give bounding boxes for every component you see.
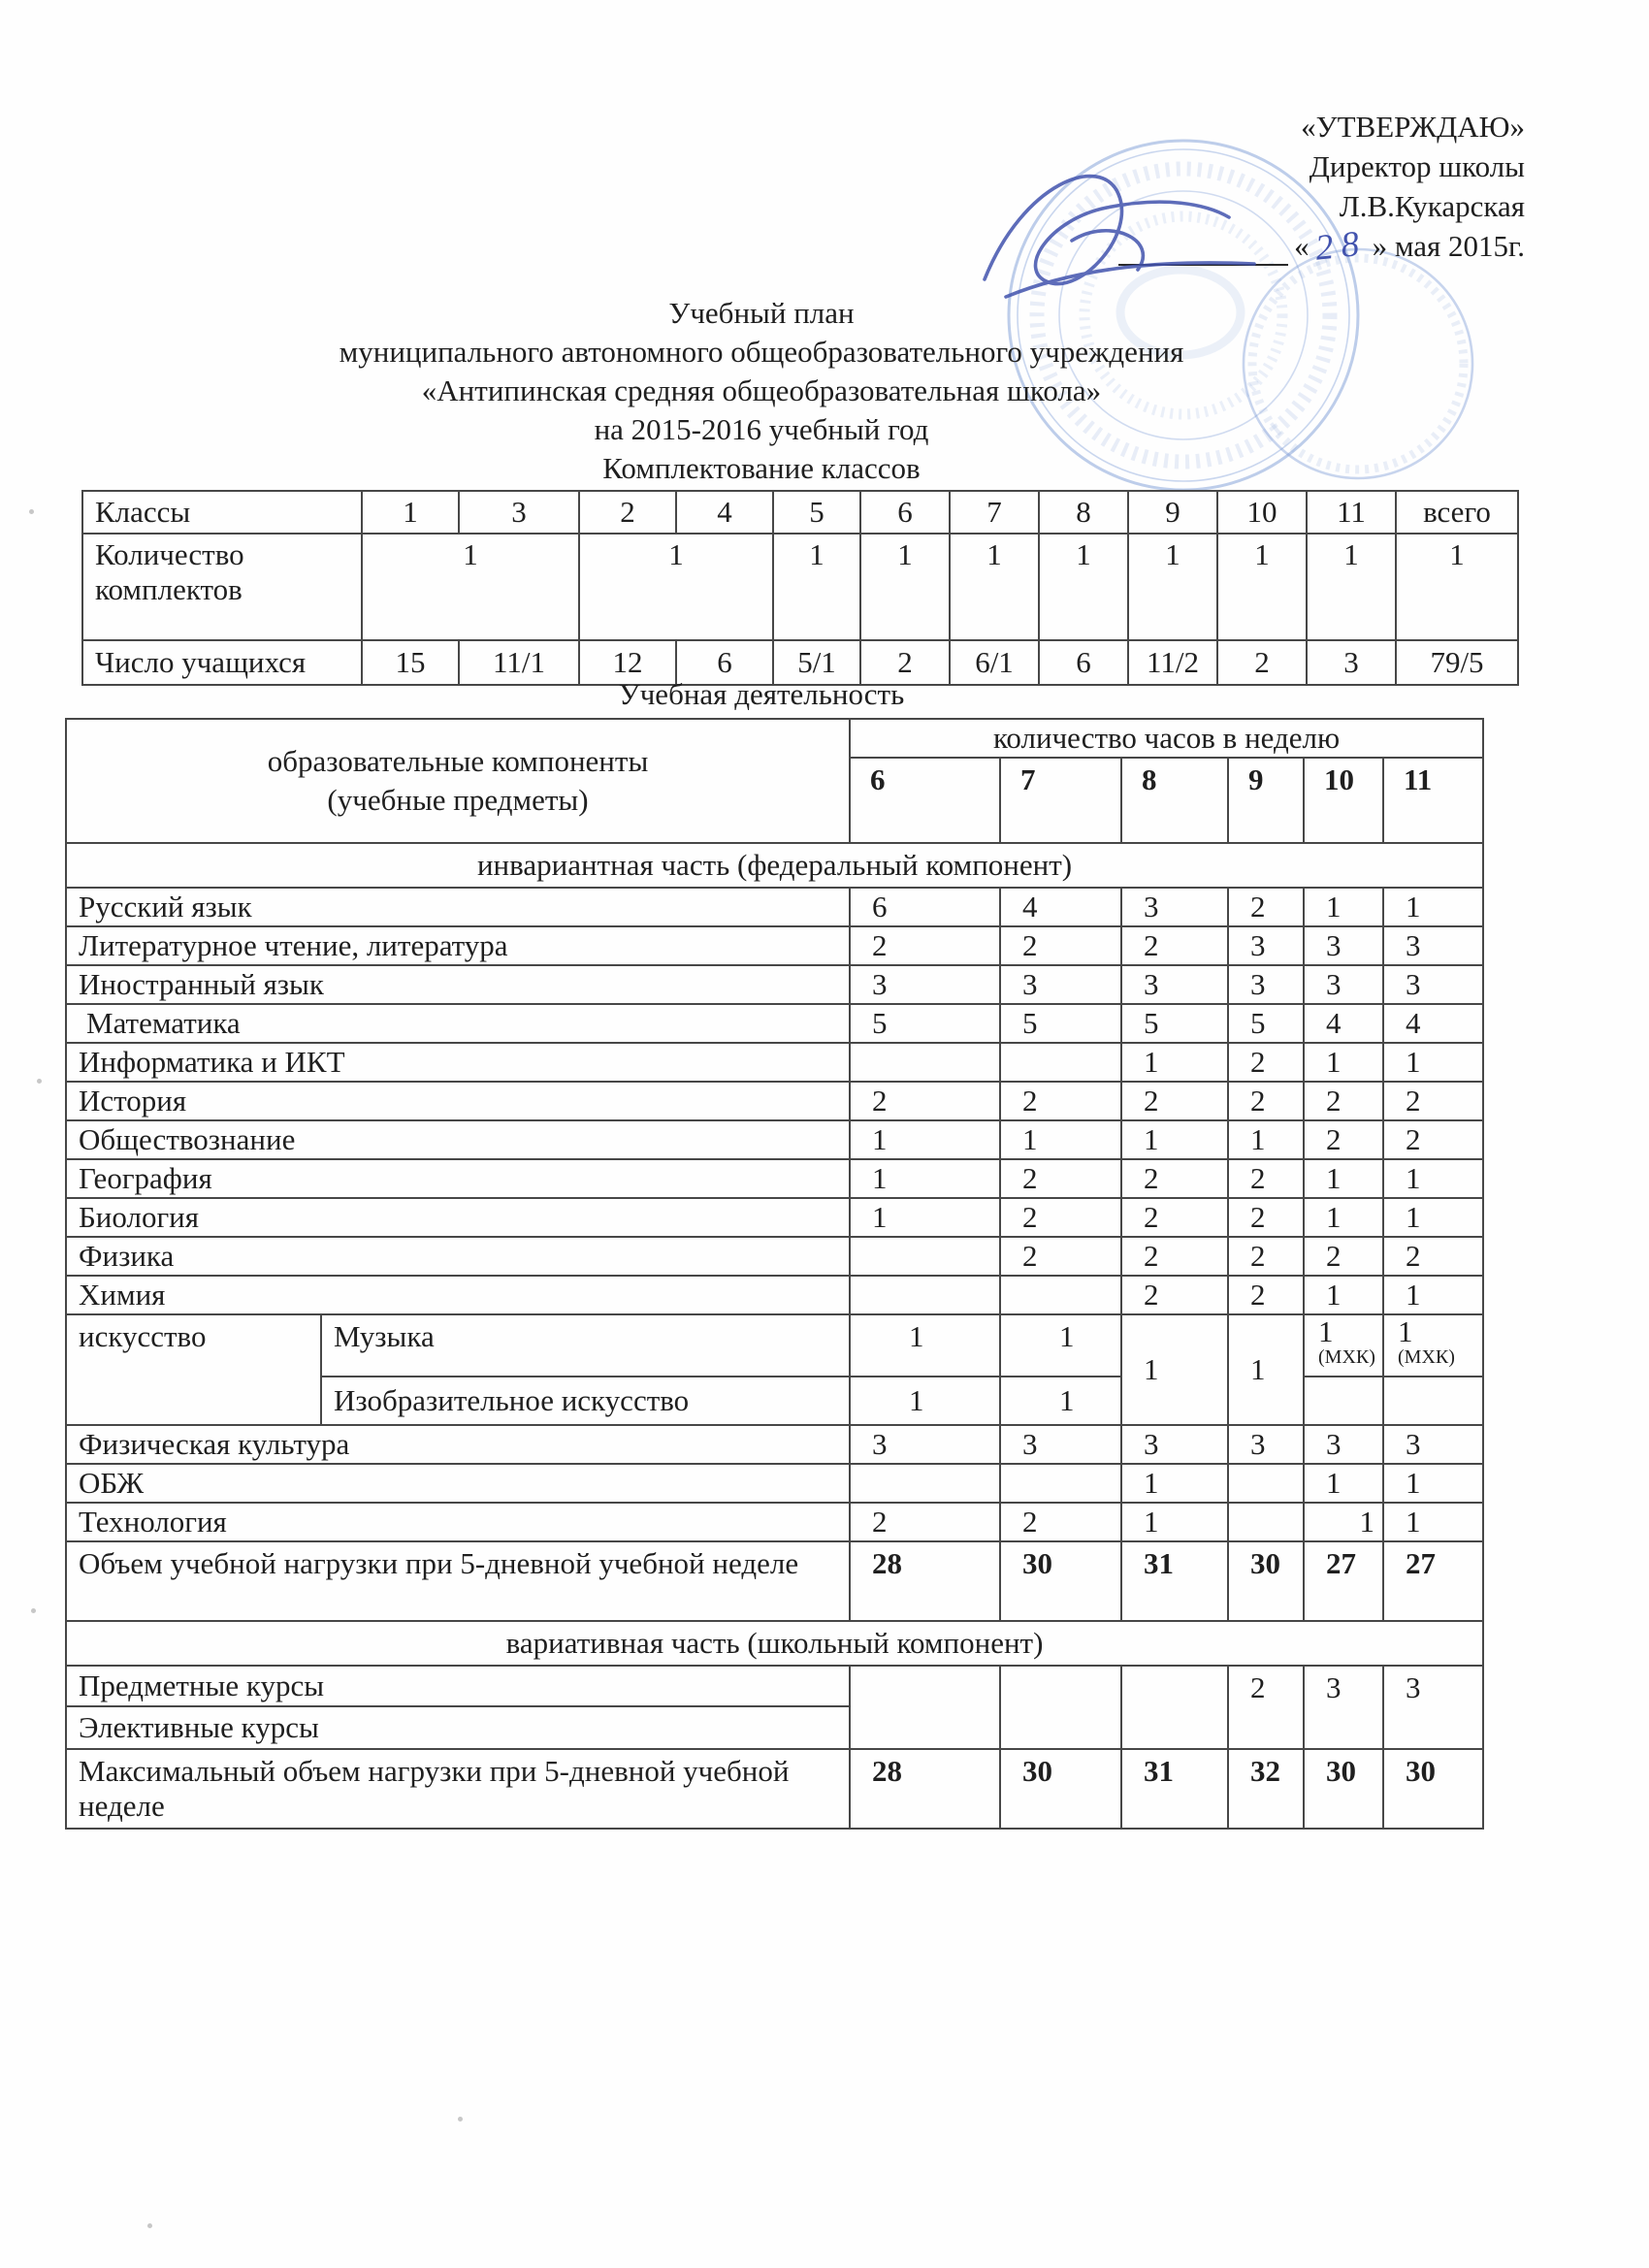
approval-date-line xyxy=(1118,223,1525,269)
hours-cell: 2 xyxy=(1228,1276,1304,1314)
title-line-3: «Антипинская средняя общеобразовательная школа» xyxy=(421,373,1102,407)
art-group-label: искусство xyxy=(66,1314,321,1425)
hours-cell: 3 xyxy=(1121,965,1228,1004)
hours-cell xyxy=(1228,1464,1304,1503)
subject-row xyxy=(66,1198,1483,1237)
date-text: » мая 2015г. xyxy=(1372,229,1525,263)
max-load-cell: 31 xyxy=(1121,1749,1228,1829)
variative-section-row xyxy=(66,1621,1483,1666)
students-cell: 2 xyxy=(860,640,950,685)
class-col: 1 xyxy=(362,491,459,534)
components-header xyxy=(66,719,850,843)
subject-row xyxy=(66,1120,1483,1159)
students-cell: 3 xyxy=(1307,640,1396,685)
predmet-kursy-label: Предметные курсы xyxy=(66,1666,850,1706)
max-load-cell: 30 xyxy=(1000,1749,1121,1829)
hours-cell: 1 xyxy=(1304,1276,1383,1314)
hours-cell: 1 xyxy=(1000,1377,1121,1425)
complects-merged-cell: 1 xyxy=(579,534,773,640)
scan-speck xyxy=(147,2223,152,2228)
activity-header-row-1 xyxy=(66,719,1483,758)
load-cell: 30 xyxy=(1228,1541,1304,1621)
hours-cell: 1 xyxy=(850,1120,1000,1159)
hours-cell: 1 xyxy=(1304,1159,1383,1198)
hours-cell: 3 xyxy=(1000,965,1121,1004)
hours-cell: 2 xyxy=(850,1503,1000,1541)
hours-cell: 1 xyxy=(1383,888,1483,926)
signature-line xyxy=(1118,235,1288,266)
subject-row xyxy=(66,1159,1483,1198)
hours-cell: 2 xyxy=(1121,926,1228,965)
max-load-cell: 28 xyxy=(850,1749,1000,1829)
hours-cell: 2 xyxy=(1121,1198,1228,1237)
hours-cell: 2 xyxy=(1000,1159,1121,1198)
complects-cell: 1 xyxy=(950,534,1039,640)
hours-cell: 1 xyxy=(1121,1503,1228,1541)
class-col: 8 xyxy=(1039,491,1128,534)
hours-cell: 1 xyxy=(1383,1043,1483,1082)
hours-cell: 1 xyxy=(850,1198,1000,1237)
hours-cell: 3 xyxy=(1304,926,1383,965)
date-open-quote: « xyxy=(1294,229,1310,263)
hours-cell: 4 xyxy=(1304,1004,1383,1043)
subject-name: Математика xyxy=(66,1004,850,1043)
hours-cell: 1 xyxy=(850,1159,1000,1198)
mhk-note: (МХК) xyxy=(1318,1346,1375,1368)
classes-header-row xyxy=(82,491,1518,534)
hours-cell-merged: 1 xyxy=(1121,1314,1228,1425)
hours-cell: 1 xyxy=(1304,1464,1383,1503)
hours-cell: 1 xyxy=(1000,1120,1121,1159)
hours-cell: 2 xyxy=(1228,1082,1304,1120)
hours-cell: 5 xyxy=(1228,1004,1304,1043)
hours-cell: 2 xyxy=(1121,1159,1228,1198)
hours-cell: 4 xyxy=(1383,1004,1483,1043)
load-cell: 27 xyxy=(1383,1541,1483,1621)
class-col: 2 xyxy=(579,491,676,534)
subject-name: История xyxy=(66,1082,850,1120)
hours-cell: 2 xyxy=(1121,1082,1228,1120)
students-cell: 15 xyxy=(362,640,459,685)
hours-cell: 6 xyxy=(850,888,1000,926)
approval-title: «УТВЕРЖДАЮ» xyxy=(1301,110,1525,144)
students-cell: 6 xyxy=(1039,640,1128,685)
hours-cell: 2 xyxy=(1000,1082,1121,1120)
students-cell-total: 79/5 xyxy=(1396,640,1518,685)
hours-cell: 1 xyxy=(1304,1198,1383,1237)
hours-cell-mhk xyxy=(1304,1314,1383,1377)
grade-col: 6 xyxy=(850,758,1000,843)
classes-table-caption: Комплектование классов xyxy=(602,451,921,485)
hours-cell: 3 xyxy=(1000,1425,1121,1464)
class-col-total: всего xyxy=(1396,491,1518,534)
activity-table xyxy=(65,718,1484,1830)
hours-cell: 2 xyxy=(1000,1198,1121,1237)
subject-name: Иностранный язык xyxy=(66,965,850,1004)
approval-director-name: Л.В.Кукарская xyxy=(1339,189,1525,223)
hours-cell: 2 xyxy=(850,1082,1000,1120)
hours-cell: 1 xyxy=(1304,1043,1383,1082)
approval-role: Директор школы xyxy=(1309,149,1525,183)
complects-cell: 1 xyxy=(1307,534,1396,640)
hours-cell: 3 xyxy=(1228,965,1304,1004)
complects-cell: 1 xyxy=(1039,534,1128,640)
hours-cell: 2 xyxy=(1228,888,1304,926)
scan-speck xyxy=(37,1079,42,1084)
subject-name: Русский язык xyxy=(66,888,850,926)
hours-cell: 2 xyxy=(1383,1237,1483,1276)
grade-col: 7 xyxy=(1000,758,1121,843)
classes-header-label: Классы xyxy=(82,491,362,534)
hours-cell: 2 xyxy=(850,926,1000,965)
hours-cell: 2 xyxy=(1000,1237,1121,1276)
hours-cell: 1 xyxy=(1383,1503,1483,1541)
predmet-kursy-row xyxy=(66,1666,1483,1706)
kursy-cell: 3 xyxy=(1304,1666,1383,1749)
scan-speck xyxy=(29,509,34,514)
hours-cell: 2 xyxy=(1304,1120,1383,1159)
complects-row xyxy=(82,534,1518,640)
load-cell: 30 xyxy=(1000,1541,1121,1621)
complects-cell: 1 xyxy=(1396,534,1518,640)
hours-cell: 2 xyxy=(1228,1159,1304,1198)
subject-name: Химия xyxy=(66,1276,850,1314)
max-load-label: Максимальный объем нагрузки при 5-дневной учебной неделе xyxy=(66,1749,850,1829)
approval-block xyxy=(1118,107,1525,269)
hours-cell: 1 xyxy=(850,1314,1000,1377)
grade-col: 9 xyxy=(1228,758,1304,843)
hours-cell: 2 xyxy=(1121,1237,1228,1276)
subject-name: Технология xyxy=(66,1503,850,1541)
subject-row xyxy=(66,1043,1483,1082)
subject-name: Физика xyxy=(66,1237,850,1276)
hours-cell: 2 xyxy=(1304,1082,1383,1120)
subject-row xyxy=(66,1004,1483,1043)
students-cell: 12 xyxy=(579,640,676,685)
subject-row xyxy=(66,888,1483,926)
hours-cell xyxy=(1228,1503,1304,1541)
hours-cell-mhk xyxy=(1383,1314,1483,1377)
hours-per-week-header: количество часов в неделю xyxy=(850,719,1483,758)
classes-table xyxy=(81,490,1519,686)
subject-row xyxy=(66,1464,1483,1503)
subject-row xyxy=(66,1082,1483,1120)
grade-col: 10 xyxy=(1304,758,1383,843)
scan-speck xyxy=(458,2117,463,2122)
subject-name: Изобразительное искусство xyxy=(321,1377,850,1425)
hours-cell: 3 xyxy=(850,1425,1000,1464)
components-header-line2: (учебные предметы) xyxy=(327,783,589,817)
max-load-cell: 30 xyxy=(1304,1749,1383,1829)
load-cell: 31 xyxy=(1121,1541,1228,1621)
hours-cell: 2 xyxy=(1228,1043,1304,1082)
invariant-section-label: инвариантная часть (федеральный компонент) xyxy=(66,843,1483,888)
hours-cell: 2 xyxy=(1228,1237,1304,1276)
hours-cell: 1 xyxy=(1383,1464,1483,1503)
subject-name: ОБЖ xyxy=(66,1464,850,1503)
hours-cell: 2 xyxy=(1000,926,1121,965)
hours-cell: 3 xyxy=(1383,926,1483,965)
subject-name: Информатика и ИКТ xyxy=(66,1043,850,1082)
art-music-row xyxy=(66,1314,1483,1377)
class-col: 11 xyxy=(1307,491,1396,534)
class-col: 9 xyxy=(1128,491,1217,534)
complects-merged-cell: 1 xyxy=(362,534,579,640)
hours-cell: 1 xyxy=(1121,1120,1228,1159)
hours-cell xyxy=(850,1464,1000,1503)
hours-cell: 5 xyxy=(850,1004,1000,1043)
students-cell: 11/1 xyxy=(459,640,579,685)
hours-cell: 1 xyxy=(1304,888,1383,926)
class-col: 6 xyxy=(860,491,950,534)
hours-cell: 3 xyxy=(1228,1425,1304,1464)
students-cell: 11/2 xyxy=(1128,640,1217,685)
class-col: 10 xyxy=(1217,491,1307,534)
subject-row xyxy=(66,1503,1483,1541)
grade-col: 8 xyxy=(1121,758,1228,843)
subject-name: Биология xyxy=(66,1198,850,1237)
weekly-load-label: Объем учебной нагрузки при 5-дневной учебной неделе xyxy=(66,1541,850,1621)
hours-cell-empty xyxy=(1304,1377,1383,1425)
grade-col: 11 xyxy=(1383,758,1483,843)
title-line-2: муниципального автономного общеобразовательного учреждения xyxy=(339,335,1184,369)
subject-row xyxy=(66,1237,1483,1276)
complects-cell: 1 xyxy=(773,534,860,640)
invariant-section-row xyxy=(66,843,1483,888)
mhk-value: 1 xyxy=(1318,1314,1334,1348)
class-col: 7 xyxy=(950,491,1039,534)
max-load-cell: 30 xyxy=(1383,1749,1483,1829)
students-cell: 2 xyxy=(1217,640,1307,685)
students-label: Число учащихся xyxy=(82,640,362,685)
complects-cell: 1 xyxy=(1128,534,1217,640)
weekly-load-row xyxy=(66,1541,1483,1621)
title-line-1: Учебный план xyxy=(668,296,855,330)
hours-cell: 3 xyxy=(1304,1425,1383,1464)
hours-cell: 3 xyxy=(1228,926,1304,965)
hours-cell: 1 xyxy=(1228,1120,1304,1159)
hours-cell xyxy=(850,1276,1000,1314)
hours-cell: 1 xyxy=(1383,1198,1483,1237)
hours-cell: 1 xyxy=(1383,1159,1483,1198)
activity-table-caption: Учебная деятельность xyxy=(618,677,905,711)
hours-cell-empty xyxy=(1383,1377,1483,1425)
students-cell: 5/1 xyxy=(773,640,860,685)
students-cell: 6/1 xyxy=(950,640,1039,685)
kursy-cell xyxy=(1000,1666,1121,1749)
load-cell: 28 xyxy=(850,1541,1000,1621)
subject-row xyxy=(66,926,1483,965)
hours-cell: 3 xyxy=(1304,965,1383,1004)
document-title xyxy=(58,294,1465,488)
complects-cell: 1 xyxy=(1217,534,1307,640)
hours-cell: 1 xyxy=(850,1377,1000,1425)
subject-row xyxy=(66,965,1483,1004)
hours-cell: 3 xyxy=(850,965,1000,1004)
kursy-cell xyxy=(1121,1666,1228,1749)
hours-cell xyxy=(1000,1464,1121,1503)
hours-cell: 1 xyxy=(1000,1314,1121,1377)
hours-cell: 1 xyxy=(1383,1276,1483,1314)
hours-cell: 3 xyxy=(1121,1425,1228,1464)
class-col: 4 xyxy=(676,491,773,534)
max-load-row xyxy=(66,1749,1483,1829)
hours-cell: 1 xyxy=(1121,1043,1228,1082)
components-header-line1: образовательные компоненты xyxy=(267,744,649,778)
hours-cell xyxy=(1000,1043,1121,1082)
title-line-4: на 2015-2016 учебный год xyxy=(594,412,929,446)
load-cell: 27 xyxy=(1304,1541,1383,1621)
variative-section-label: вариативная часть (школьный компонент) xyxy=(66,1621,1483,1666)
hours-cell xyxy=(850,1237,1000,1276)
class-col: 3 xyxy=(459,491,579,534)
kursy-cell xyxy=(850,1666,1000,1749)
hours-cell-merged: 1 xyxy=(1228,1314,1304,1425)
scan-speck xyxy=(31,1608,36,1613)
hours-cell: 2 xyxy=(1383,1120,1483,1159)
complects-label: Количество комплектов xyxy=(82,534,362,640)
subject-row xyxy=(66,1425,1483,1464)
class-col: 5 xyxy=(773,491,860,534)
hours-cell: 5 xyxy=(1121,1004,1228,1043)
subject-name: Литературное чтение, литература xyxy=(66,926,850,965)
mhk-note: (МХК) xyxy=(1398,1346,1455,1368)
subject-name: География xyxy=(66,1159,850,1198)
hours-cell: 3 xyxy=(1383,1425,1483,1464)
hours-cell: 1 xyxy=(1304,1503,1383,1541)
hours-cell: 2 xyxy=(1121,1276,1228,1314)
hours-cell: 2 xyxy=(1000,1503,1121,1541)
hours-cell: 3 xyxy=(1383,965,1483,1004)
hours-cell: 5 xyxy=(1000,1004,1121,1043)
subject-name: Обществознание xyxy=(66,1120,850,1159)
hours-cell: 4 xyxy=(1000,888,1121,926)
hours-cell: 3 xyxy=(1121,888,1228,926)
max-load-cell: 32 xyxy=(1228,1749,1304,1829)
subject-name: Физическая культура xyxy=(66,1425,850,1464)
handwritten-day: 28 xyxy=(1312,223,1369,269)
elective-kursy-label: Элективные курсы xyxy=(66,1706,850,1749)
hours-cell: 2 xyxy=(1383,1082,1483,1120)
hours-cell: 2 xyxy=(1228,1198,1304,1237)
hours-cell: 1 xyxy=(1121,1464,1228,1503)
hours-cell: 2 xyxy=(1304,1237,1383,1276)
kursy-cell: 2 xyxy=(1228,1666,1304,1749)
hours-cell xyxy=(1000,1276,1121,1314)
complects-cell: 1 xyxy=(860,534,950,640)
subject-row xyxy=(66,1276,1483,1314)
kursy-cell: 3 xyxy=(1383,1666,1483,1749)
mhk-value: 1 xyxy=(1398,1314,1413,1348)
subject-name: Музыка xyxy=(321,1314,850,1377)
hours-cell xyxy=(850,1043,1000,1082)
students-cell: 6 xyxy=(676,640,773,685)
